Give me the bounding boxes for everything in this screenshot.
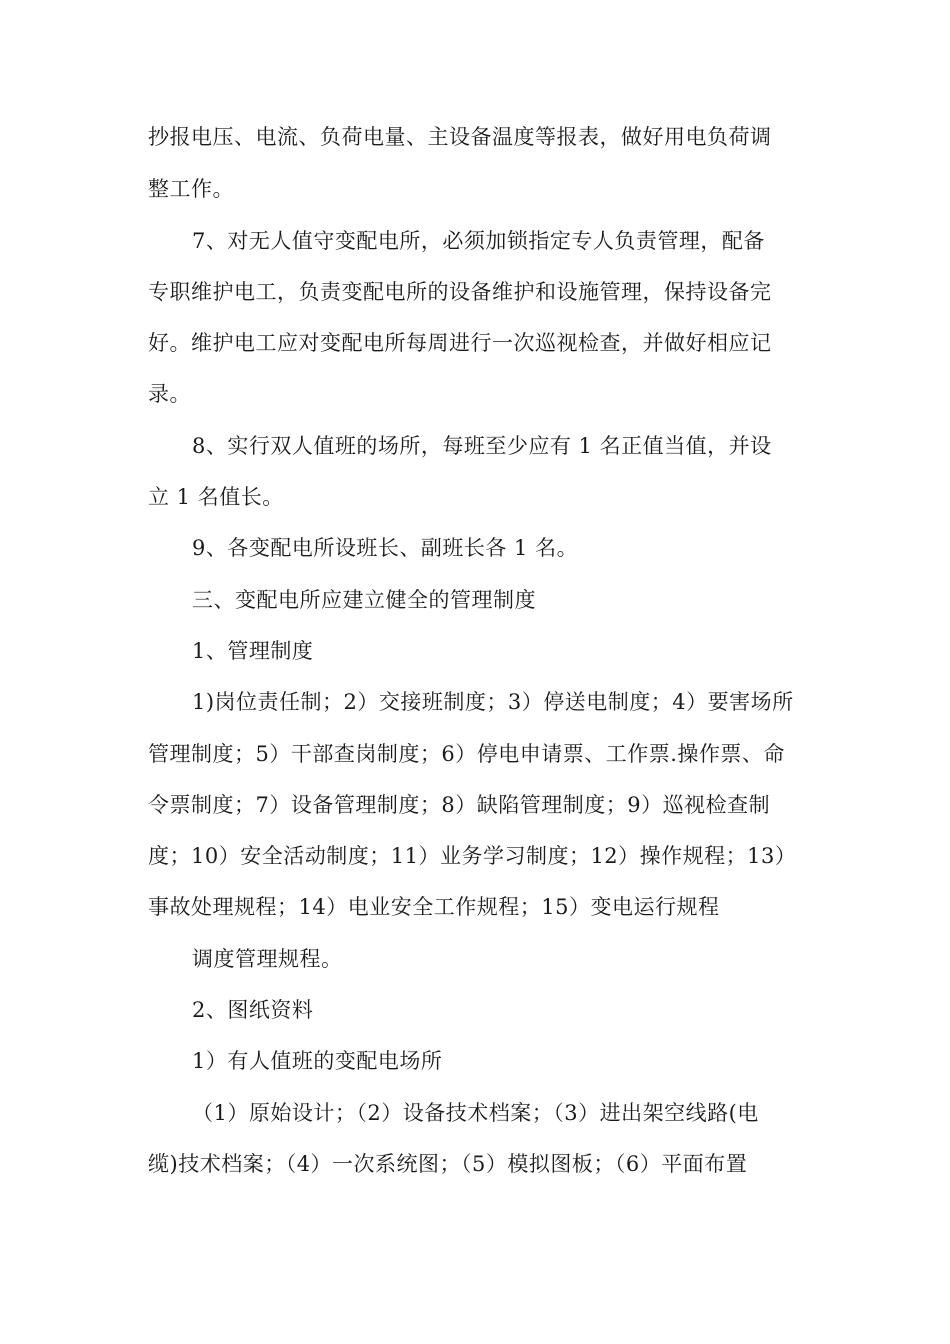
text-line: 缆)技术档案；（4）一次系统图；（5）模拟图板；（6）平面布置 bbox=[148, 1152, 748, 1176]
text-line: （1）原始设计；（2）设备技术档案；（3）进出架空线路(电 bbox=[192, 1101, 759, 1125]
text-line: 立 1 名值长。 bbox=[148, 485, 284, 509]
text-line: 抄报电压、电流、负荷电量、主设备温度等报表，做好用电负荷调 bbox=[148, 125, 772, 149]
subsection-heading: 1、管理制度 bbox=[192, 639, 314, 663]
text-line: 整工作。 bbox=[148, 177, 234, 201]
text-line: 专职维护电工，负责变配电所的设备维护和设施管理，保持设备完 bbox=[148, 280, 772, 304]
text-line: 管理制度；5）干部查岗制度；6）停电申请票、工作票.操作票、命 bbox=[148, 742, 785, 766]
text-line: 令票制度；7）设备管理制度；8）缺陷管理制度；9）巡视检查制 bbox=[148, 793, 771, 817]
text-line: 1)岗位责任制；2）交接班制度；3）停送电制度；4）要害场所 bbox=[192, 690, 794, 714]
text-line: 调度管理规程。 bbox=[192, 947, 343, 971]
text-line: 1）有人值班的变配电场所 bbox=[192, 1049, 443, 1073]
text-line: 好。维护电工应对变配电所每周进行一次巡视检查，并做好相应记 bbox=[148, 331, 772, 355]
text-line: 录。 bbox=[148, 382, 191, 406]
text-line: 7、对无人值守变配电所，必须加锁指定专人负责管理，配备 bbox=[192, 229, 765, 253]
subsection-heading: 2、图纸资料 bbox=[192, 998, 314, 1022]
text-line: 8、实行双人值班的场所，每班至少应有 1 名正值当值，并设 bbox=[192, 434, 772, 458]
text-line: 事故处理规程；14）电业安全工作规程；15）变电运行规程 bbox=[148, 895, 720, 919]
text-line: 9、各变配电所设班长、副班长各 1 名。 bbox=[192, 536, 579, 560]
text-line: 度；10）安全活动制度；11）业务学习制度；12）操作规程；13） bbox=[148, 844, 797, 868]
section-heading: 三、变配电所应建立健全的管理制度 bbox=[192, 588, 536, 612]
